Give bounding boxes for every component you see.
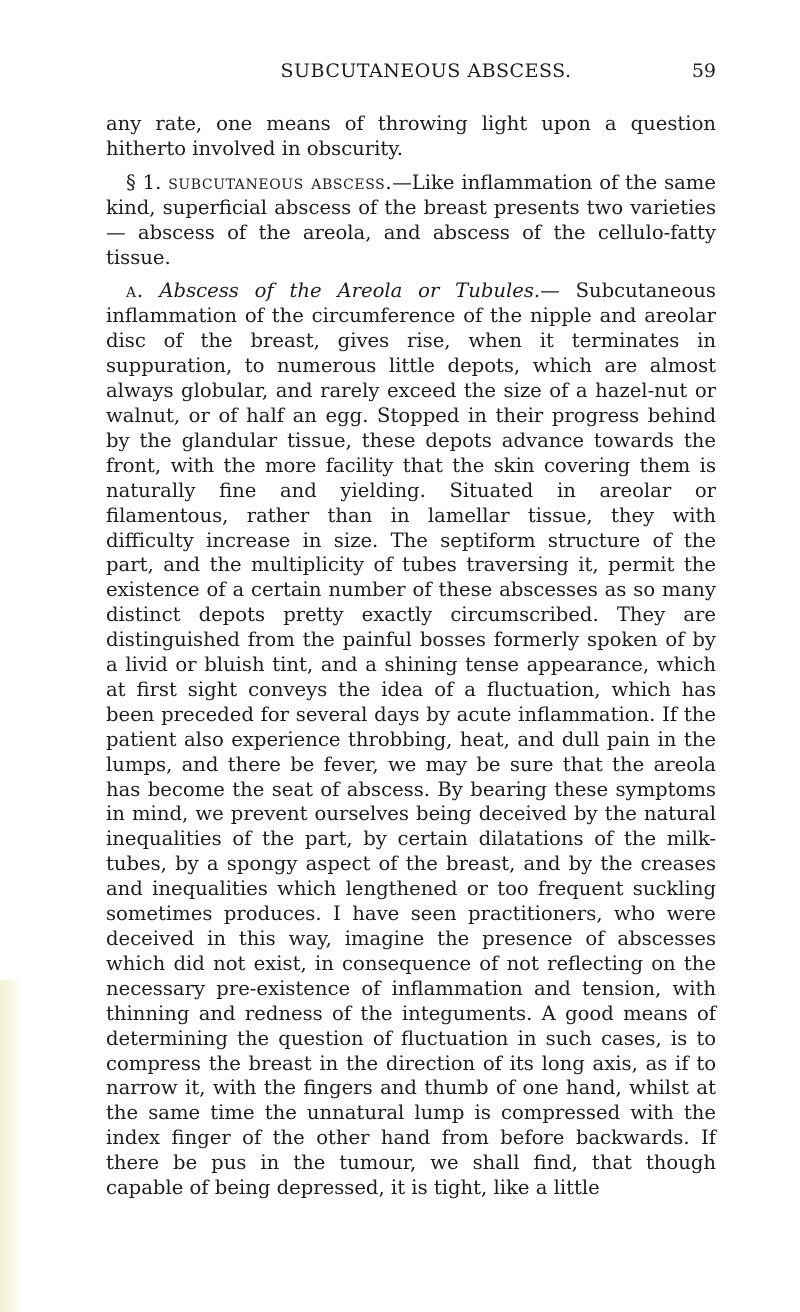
section-text: —Like inflammation of the same kind, superficial abscess of the breast presents two varieties— abscess of the areola, and abscess of the cellulo-fatty tissue.: [106, 170, 716, 269]
section-number: § 1.: [126, 170, 162, 194]
paragraph-subsection-a: [106, 279, 716, 1201]
subsection-heading: Abscess of the Areola or Tubules.: [159, 279, 541, 303]
subsection-text: — Subcutaneous inflammation of the circumference of the nipple and areolar disc of the breast, gives rise, when it terminates in suppuration, to numerous little depots, which are almost always globular, and rarely exceed the size of a hazel-nut or walnut, or of half an egg. Stopped in their progress behind by the glandular tissue, these depots advance towards the front, with the more facility that the skin covering them is naturally fine and yielding. Situated in areolar or filamentous, rather than in lamellar tissue, they with difficulty increase in size. The septiform structure of the part, and the multiplicity of tubes traversing it, permit the existence of a certain number of these abscesses as so many distinct depots pretty exactly circumscribed. They are distinguished from the painful bosses formerly spoken of by a livid or bluish tint, and a shining tense appearance, which at first sight conveys the idea of a fluctuation, which has been preceded for several days by acute inflammation. If the patient also experience throbbing, heat, and dull pain in the lumps, and there be fever, we may be sure that the areola has become the seat of abscess. By bearing these symptoms in mind, we prevent ourselves being deceived by the natural inequalities of the part, by certain dilatations of the milk-tubes, by a spongy aspect of the breast, and by the creases and inequalities which lengthened or too frequent suckling sometimes produces. I have seen practitioners, who were deceived in this way, imagine the presence of abscesses which did not exist, in consequence of not reflecting on the necessary pre-existence of inflammation and tension, with thinning and redness of the integuments. A good means of determining the question of fluctuation in such cases, is to compress the breast in the direction of its long axis, as if to narrow it, with the fingers and thumb of one hand, whilst at the same time the unnatural lump is compressed with the index finger of the other hand from before backwards. If there be pus in the tumour, we shall find, that though capable of being depressed, it is tight, like a little: [106, 279, 716, 1200]
body-text: [106, 112, 716, 1201]
running-title: SUBCUTANEOUS ABSCESS.: [280, 60, 572, 82]
section-heading: subcutaneous abscess.: [168, 170, 393, 194]
subsection-label: a.: [126, 279, 144, 303]
page-number: 59: [691, 60, 716, 82]
paragraph-section-1: [106, 171, 716, 271]
running-head: [106, 60, 716, 90]
paragraph-continuation: any rate, one means of throwing light upon a question hitherto involved in obscurity.: [106, 112, 716, 160]
